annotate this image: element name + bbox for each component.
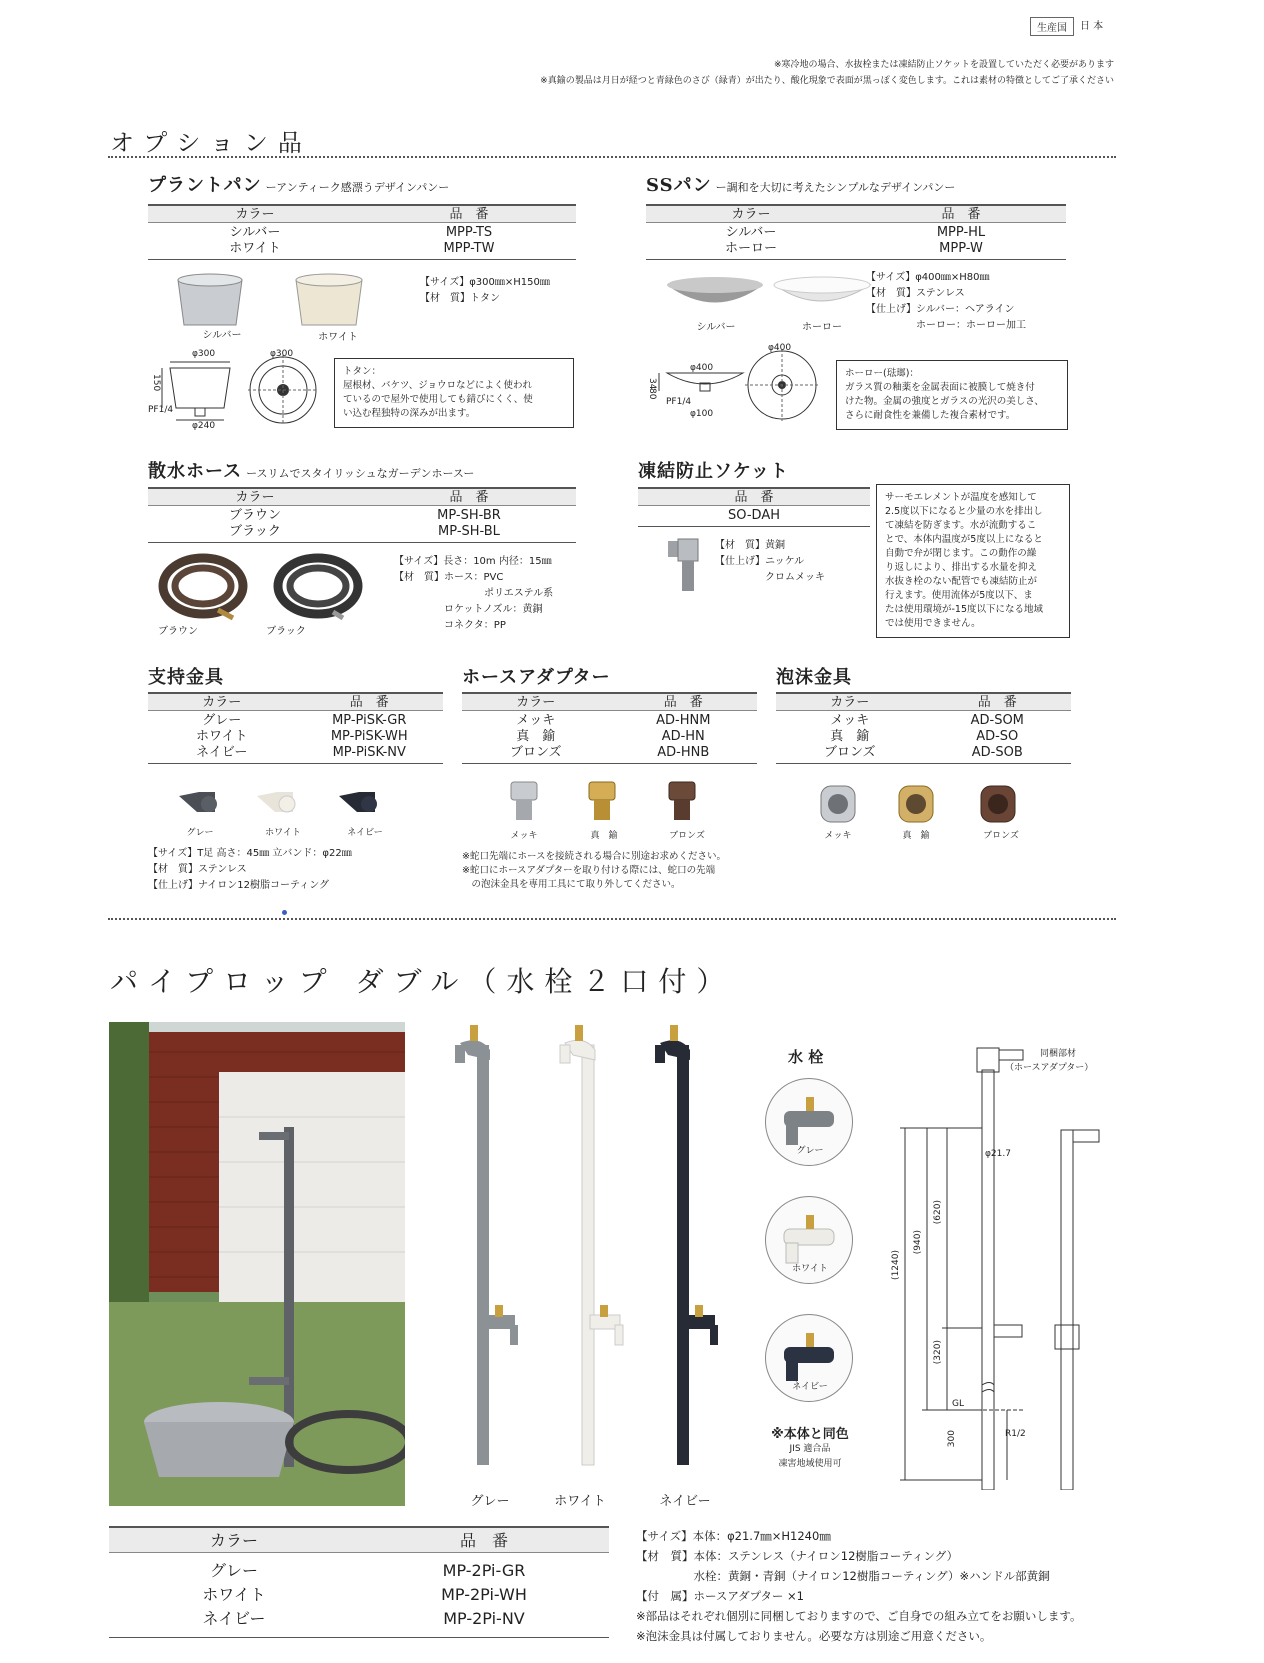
foam-images (815, 784, 1035, 826)
adapter-title: ホースアダプター (462, 667, 611, 688)
plant-pan-table: カラー 品 番 シルバー MPP-TS ホワイト MPP-TW (148, 204, 576, 260)
caption: メッキ (824, 831, 852, 841)
diagram-label: 300 (947, 1430, 957, 1448)
table-row: ホワイト MPP-TW (229, 241, 495, 256)
pole-caption: グレー (470, 1494, 510, 1509)
table-row: 真 鍮 AD-SO (830, 729, 1019, 744)
caption: メッキ (510, 831, 538, 841)
diagram-label: （ホースアダプター） (1005, 1063, 1094, 1073)
main-spec: 【サイズ】本体：φ21.7㎜×H1240㎜ 【材 質】本体：ステンレス（ナイロン12樹脂コーティング） 水栓：黄銅・青銅（ナイロン12樹脂コーティング）※ハンドル部黄銅 【付 属】ホースアダプター ×1 ※部品はそれぞれ個別に同梱しておりますので、ご自身での組み立てをお願いします。 ※泡沫金具は付属しておりません。必要な方は別途ご用意ください。 (636, 1529, 1082, 1643)
caption: グレー (186, 828, 214, 838)
diagram-label: GL (952, 1399, 964, 1409)
faucet-caption: グレー (796, 1146, 824, 1156)
faucet-navy (765, 1314, 853, 1402)
caption: ブラック (266, 626, 306, 637)
caption: 真 鍮 (902, 831, 930, 841)
main-table: カラー 品 番 グレー MP-2Pi-GR ホワイト MP-2Pi-WH ネイビー MP-2Pi-NV (109, 1526, 609, 1638)
dim-label: φ300 (270, 349, 294, 359)
diagram-label: 同梱部材 (1040, 1049, 1077, 1059)
dim-label: 150 (151, 374, 161, 392)
adapter-note: ※蛇口先端にホースを接続される場合に別途お求めください。 ※蛇口にホースアダプターを取り付ける際には、蛇口の先端 の泡沫金具を専用工具にて取り外してください。 (462, 851, 726, 890)
origin-label: 生産国 (1030, 17, 1074, 36)
dim-label: φ400 (690, 363, 714, 373)
bracket-table: カラー 品 番 グレー MP-PiSK-GR ホワイト MP-PiSK-WH ネイビー MP-PiSK-NV (148, 692, 443, 764)
diagram-label: (320) (933, 1340, 943, 1365)
adapter-images (505, 778, 735, 828)
diagram-label: (940) (913, 1230, 923, 1255)
divider (108, 918, 1116, 920)
caption: ホワイト (318, 332, 358, 343)
table-row: ネイビー MP-PiSK-NV (196, 745, 406, 760)
caption: ブロンズ (983, 831, 1019, 841)
table-row: SO-DAH (728, 508, 780, 523)
diagram-label: R1/2 (1005, 1429, 1026, 1439)
plant-pan-drawing (148, 348, 323, 433)
caption: ブラウン (158, 626, 198, 637)
table-row: ホーロー MPP-W (724, 241, 983, 256)
caption: ブロンズ (669, 831, 705, 841)
diagram-label: (1240) (891, 1250, 901, 1280)
dim-label: PF1/4 (666, 397, 692, 407)
faucet-note: JIS 適合品 (789, 1444, 831, 1454)
origin (1030, 17, 1103, 36)
dim-label: φ300 (192, 349, 216, 359)
faucet-note: ※本体と同色 (771, 1427, 849, 1442)
hose-table: カラー 品 番 ブラウン MP-SH-BR ブラック MP-SH-BL (148, 487, 576, 543)
bracket-images (175, 782, 405, 822)
ss-pan-note: ホーロー(琺瑯)： ガラス質の釉薬を金属表面に被膜して焼き付 けた物。金属の強度とガラスの光沢の美しさ、 さらに耐食性を兼備した複合素材です。 (836, 360, 1068, 430)
table-row: ブラウン MP-SH-BR (228, 508, 501, 523)
faucet-white (765, 1196, 853, 1284)
faucet-caption: ネイビー (792, 1382, 828, 1392)
table-row: 真 鍮 AD-HN (516, 729, 705, 744)
faucet-note: 凍害地域使用可 (778, 1459, 842, 1469)
hose-title: 散水ホース ースリムでスタイリッシュなガーデンホースー (148, 461, 475, 482)
hose-images (158, 550, 383, 622)
dimension-drawing (895, 1040, 1120, 1490)
faucet-caption: ホワイト (792, 1264, 828, 1274)
table-row: シルバー MPP-TS (229, 225, 493, 240)
dot-icon (282, 910, 287, 915)
table-row: ネイビー MP-2Pi-NV (202, 1609, 525, 1628)
caption: ネイビー (347, 828, 383, 838)
dim-label: 80 (647, 388, 657, 400)
bracket-title: 支持金具 (148, 667, 224, 688)
caption: ホーロー (802, 322, 842, 333)
header-notes (540, 57, 1114, 89)
dim-label: PF1/4 (148, 405, 174, 415)
table-row: ブロンズ AD-SOB (823, 745, 1023, 760)
ss-pan-table: カラー 品 番 シルバー MPP-HL ホーロー MPP-W (646, 204, 1066, 260)
dim-label: φ400 (768, 343, 792, 353)
caption: 真 鍮 (590, 831, 618, 841)
table-row: ホワイト MP-2Pi-WH (202, 1585, 527, 1604)
socket-table: 品 番 SO-DAH (638, 487, 870, 527)
dim-label: φ100 (690, 409, 714, 419)
header-note: ※真鍮の製品は月日が経つと青緑色のさび（緑青）が出たり、酸化現象で表面が黒っぽく変色します。これは素材の特徴としてご了承ください (540, 76, 1114, 86)
table-row: ブラック MP-SH-BL (229, 524, 500, 539)
ss-pan-spec: 【サイズ】φ400㎜×H80㎜ 【材 質】ステンレス 【仕上げ】シルバー：ヘアライン ホーロー：ホーロー加工 (866, 272, 1026, 331)
socket-spec: 【材 質】黄銅 【仕上げ】ニッケル クロムメッキ (715, 540, 825, 583)
table-row: ブロンズ AD-HNB (509, 745, 710, 760)
ss-pan-images (665, 275, 875, 320)
divider (108, 156, 1116, 158)
product-photo (109, 1022, 405, 1506)
table-row: メッキ AD-HNM (516, 713, 711, 728)
pole-images (440, 1015, 740, 1485)
pole-caption: ホワイト (554, 1494, 606, 1509)
dim-label: φ240 (192, 421, 216, 431)
foam-title: 泡沫金具 (776, 667, 852, 688)
pole-caption: ネイビー (659, 1494, 711, 1509)
socket-image (664, 535, 704, 595)
table-row: シルバー MPP-HL (725, 225, 986, 240)
faucet-title: 水 栓 (788, 1048, 824, 1066)
caption: シルバー (202, 330, 242, 341)
plant-pan-title: プラントパン ーアンティーク感漂うデザインパンー (148, 175, 450, 196)
table-row: ホワイト MP-PiSK-WH (195, 729, 408, 744)
adapter-table: カラー 品 番 メッキ AD-HNM 真 鍮 AD-HN ブロンズ AD-HNB (462, 692, 757, 764)
faucet-gray (765, 1078, 853, 1166)
bracket-spec: 【サイズ】T足 高さ：45㎜ 立バンド：φ22㎜ 【材 質】ステンレス 【仕上げ】ナイロン12樹脂コーティング (148, 848, 352, 891)
caption: ホワイト (265, 828, 301, 838)
ss-pan-drawing (645, 345, 825, 425)
options-title: オプション品 (110, 129, 312, 157)
diagram-label: (620) (933, 1200, 943, 1225)
caption: シルバー (696, 322, 736, 333)
socket-title: 凍結防止ソケット (638, 461, 789, 482)
origin-value: 日 本 (1080, 20, 1104, 32)
header-note: ※寒冷地の場合、水抜栓または凍結防止ソケットを設置していただく必要があります (773, 60, 1114, 70)
diagram-label: φ21.7 (985, 1149, 1011, 1159)
main-title: パイプロップ ダブル（水栓２口付） (110, 965, 735, 998)
table-row: グレー MP-2Pi-GR (209, 1561, 526, 1580)
table-row: メッキ AD-SOM (830, 713, 1024, 728)
plant-pan-spec: 【サイズ】φ300㎜×H150㎜ 【材 質】トタン (420, 277, 550, 304)
dim-label: 34 (647, 378, 657, 390)
hose-spec: 【サイズ】長さ：10m 内径：15㎜ 【材 質】ホース：PVC ポリエステル系 ロケットノズル：黄銅 コネクタ：PP (394, 556, 554, 631)
foam-table: カラー 品 番 メッキ AD-SOM 真 鍮 AD-SO ブロンズ AD-SOB (776, 692, 1071, 764)
table-row: グレー MP-PiSK-GR (202, 713, 407, 728)
plant-pan-note: トタン： 屋根材、バケツ、ジョウロなどによく使われ ているので屋外で使用しても錆びにくく、使 い込む程独特の深みが出ます。 (334, 358, 574, 428)
socket-note: サーモエレメントが温度を感知して 2.5度以下になると少量の水を排出し て凍結を防ぎます。水が流動するこ とで、本体内温度が5度以上になると 自動で弁が閉じます。この動作の繰 り返しにより、排出する水量を抑え 水抜き栓のない配管でも凍結防止が 行えます。使用流体が5度以下、ま たは使用環境が-15度以下になる地域 では使用できません。 (876, 484, 1070, 638)
ss-pan-title: SSパン ー調和を大切に考えたシンプルなデザインパンー (646, 175, 956, 196)
